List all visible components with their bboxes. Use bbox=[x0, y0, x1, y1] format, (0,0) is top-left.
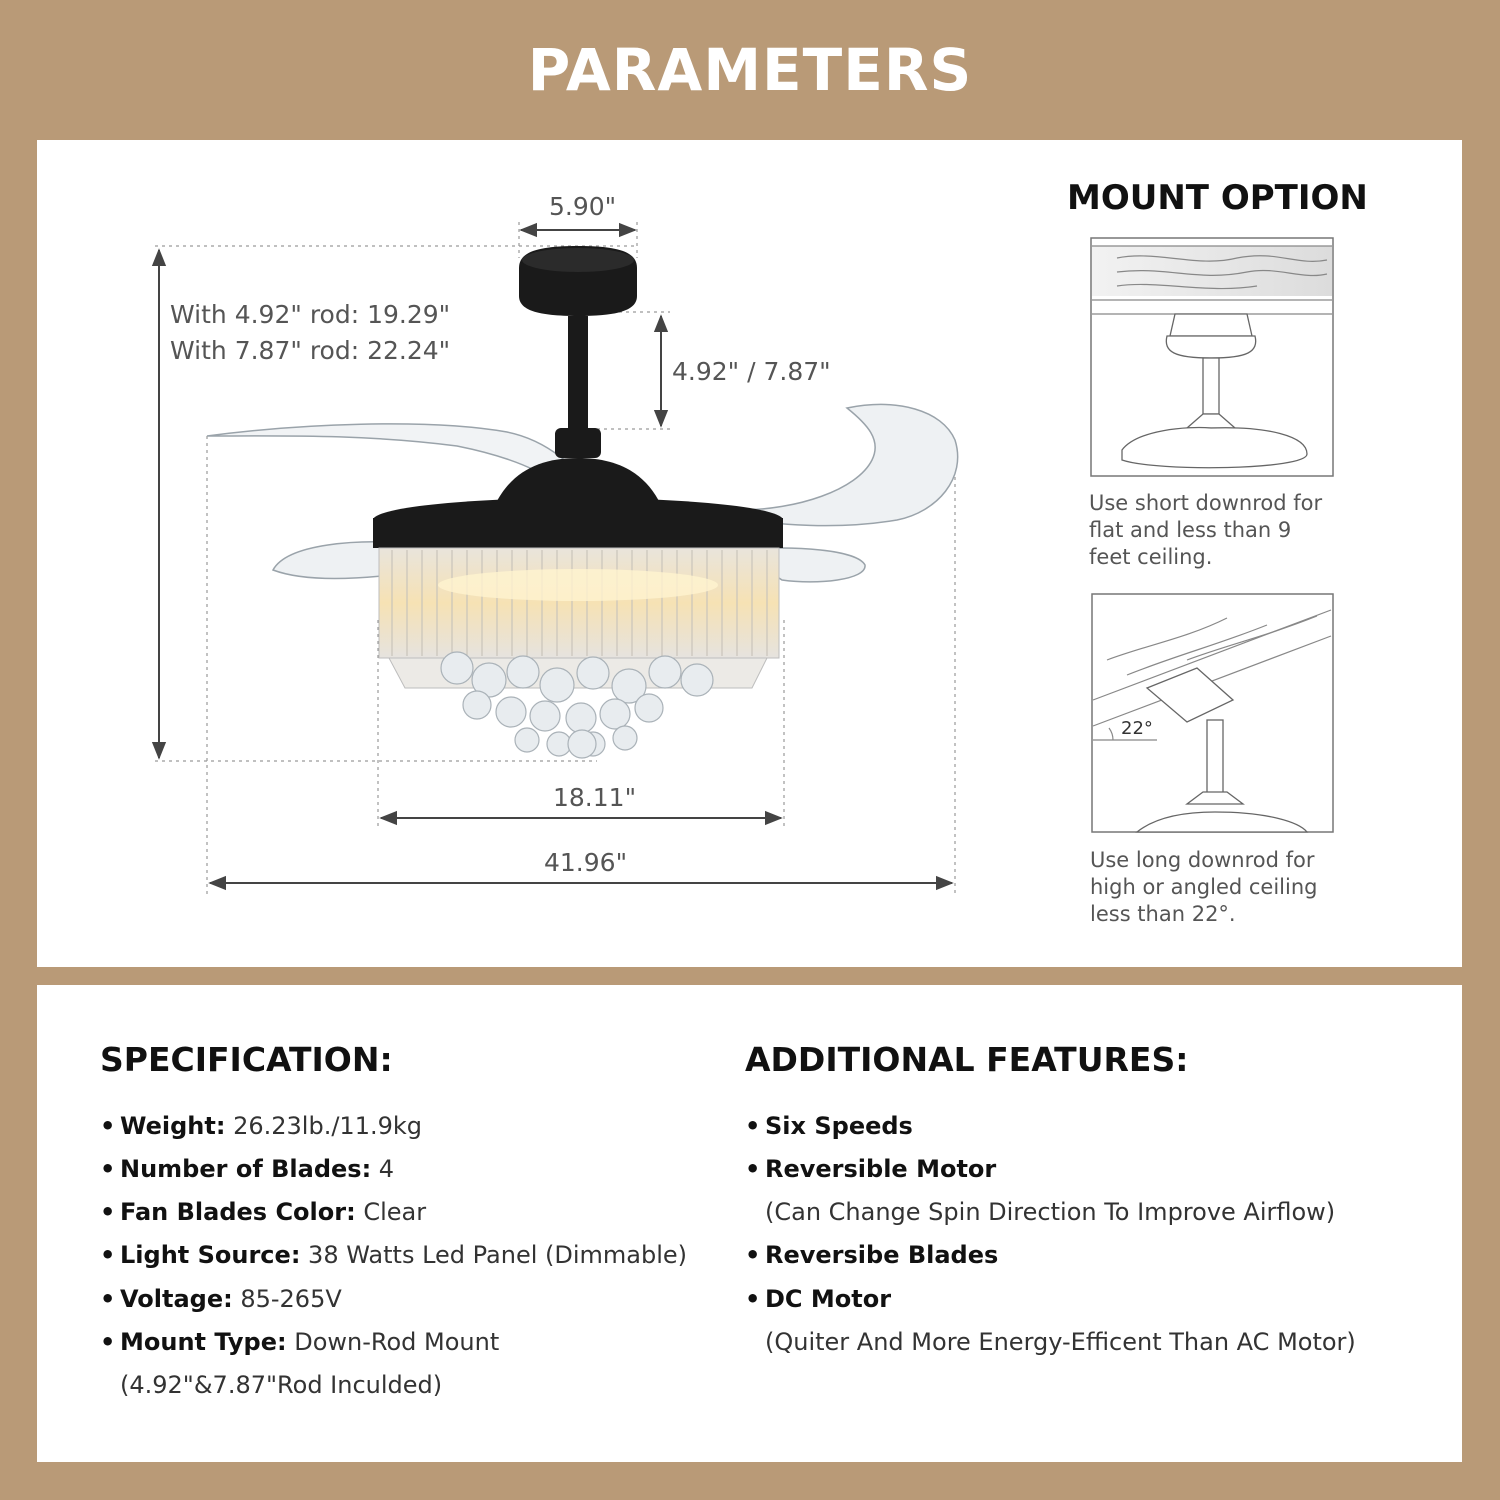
angle-label: 22° bbox=[1121, 718, 1153, 739]
feature-dc-motor: • DC Motor bbox=[745, 1285, 892, 1313]
height-with-long-rod: With 7.87" rod: 22.24" bbox=[170, 336, 451, 365]
feature-dc-motor-note: (Quiter And More Energy-Efficent Than AC Motor) bbox=[765, 1328, 1356, 1356]
body-diameter-label: 18.11" bbox=[553, 783, 637, 812]
features-title: ADDITIONAL FEATURES: bbox=[745, 1040, 1189, 1079]
spec-mount-type: • Mount Type: Down-Rod Mount bbox=[100, 1328, 500, 1356]
canopy-width-label: 5.90" bbox=[549, 192, 617, 221]
feature-reversible-motor-note: (Can Change Spin Direction To Improve Airflow) bbox=[765, 1198, 1336, 1226]
flat-ceiling-caption: Use short downrod for flat and less than 9 feet ceiling. bbox=[1089, 491, 1323, 569]
spec-blade-color: • Fan Blades Color: Clear bbox=[100, 1198, 427, 1226]
spec-light-source: • Light Source: 38 Watts Led Panel (Dimmable) bbox=[100, 1241, 688, 1269]
flat-ceiling-diagram bbox=[1091, 238, 1333, 476]
spec-voltage: • Voltage: 85-265V bbox=[100, 1285, 342, 1313]
spec-weight: • Weight: 26.23lb./11.9kg bbox=[100, 1112, 422, 1140]
spec-blades: • Number of Blades: 4 bbox=[100, 1155, 395, 1183]
downrod-length-label: 4.92" / 7.87" bbox=[672, 357, 831, 386]
feature-six-speeds: • Six Speeds bbox=[745, 1112, 913, 1140]
specification-title: SPECIFICATION: bbox=[100, 1040, 393, 1079]
mount-option-title: MOUNT OPTION bbox=[1067, 178, 1368, 218]
feature-reversible-motor: • Reversible Motor bbox=[745, 1155, 997, 1183]
page-title: PARAMETERS bbox=[527, 36, 973, 104]
dimensions-panel bbox=[37, 140, 1462, 967]
angled-ceiling-caption: Use long downrod for high or angled ceiling less than 22°. bbox=[1090, 848, 1318, 926]
blade-span-label: 41.96" bbox=[544, 848, 628, 877]
spec-mount-note: (4.92"&7.87"Rod Inculded) bbox=[120, 1371, 443, 1399]
feature-reversible-blades: • Reversibe Blades bbox=[745, 1241, 999, 1269]
angled-ceiling-diagram bbox=[1092, 594, 1333, 832]
height-with-short-rod: With 4.92" rod: 19.29" bbox=[170, 300, 451, 329]
specs-panel bbox=[37, 985, 1462, 1462]
